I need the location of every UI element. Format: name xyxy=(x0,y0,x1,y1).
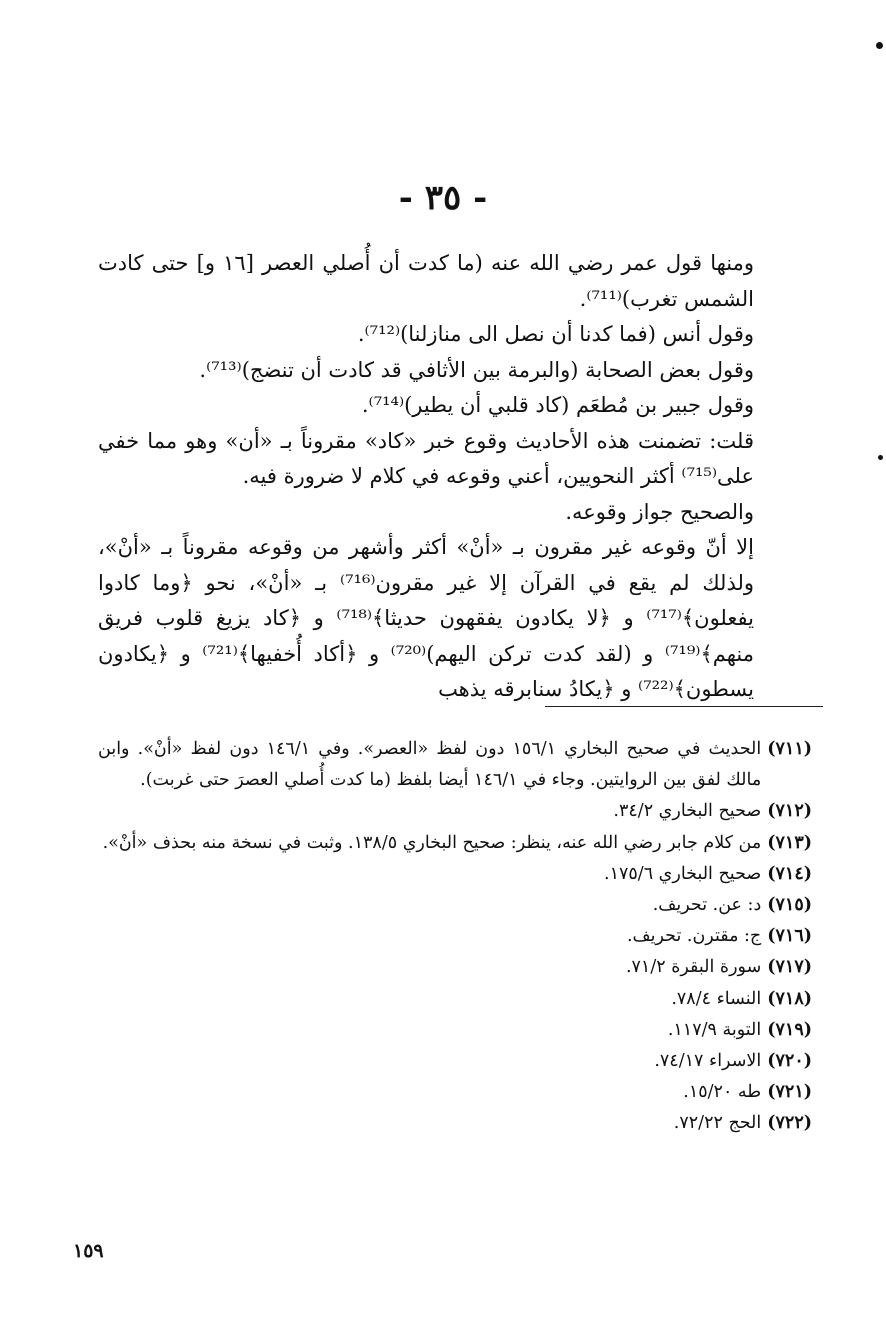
footnote-text: الحج ٧٢/٢٢. xyxy=(673,1113,762,1134)
footnote-text: من كلام جابر رضي الله عنه، ينظر: صحيح البخاري ١٣٨/٥. وثبت في نسخة منه بحذف «أنْ». xyxy=(102,832,762,853)
page-title: - ٣٥ - xyxy=(398,178,488,218)
footnote-number: (٧٢١) xyxy=(767,1082,812,1103)
footnote-text: التوبة ١١٧/٩. xyxy=(667,1019,762,1040)
scan-speck xyxy=(878,455,883,460)
main-text xyxy=(98,246,812,708)
footnote-number: (٧١٨) xyxy=(767,988,812,1009)
footnote xyxy=(98,859,812,890)
paragraph: ومنها قول عمر رضي الله عنه (ما كدت أن أُصلي العصر [١٦ و] حتى كادت الشمس تغرب)⁽⁷¹¹⁾. xyxy=(98,251,755,311)
paragraph: وقول أنس (فما كدنا أن نصل الى منازلنا)⁽⁷¹²⁾. xyxy=(357,322,754,346)
footnote-number: (٧٢٢) xyxy=(767,1113,812,1134)
paragraph: والصحيح جواز وقوعه. xyxy=(565,499,754,524)
footnotes xyxy=(98,734,812,1140)
footnote-text: صحيح البخاري ١٧٥/٦. xyxy=(604,863,762,884)
footnote-number: (٧١٢) xyxy=(767,801,812,822)
footnote xyxy=(98,984,812,1015)
footnote-number: (٧١٤) xyxy=(767,863,812,884)
page-number: ١٥٩ xyxy=(73,1240,104,1262)
footnote-text: صحيح البخاري ٣٤/٢. xyxy=(613,801,762,822)
footnote xyxy=(98,952,812,983)
footnote-text: الاسراء ٧٤/١٧. xyxy=(654,1051,762,1072)
footnote-number: (٧١١) xyxy=(767,739,812,759)
footnote-number: (٧١٧) xyxy=(767,957,812,978)
footnote xyxy=(98,1015,812,1046)
footnote-number: (٧١٦) xyxy=(767,926,812,947)
footnote-number: (٧١٩) xyxy=(767,1019,812,1040)
scan-speck xyxy=(876,42,883,49)
footnote xyxy=(98,1046,812,1077)
footnote-text: الحديث في صحيح البخاري ١٥٦/١ دون لفظ «العصر». وفي ١٤٦/١ دون لفظ «أنْ». وابن مالك لفق بين الروايتين. وجاء في ١٤٦/١ أيضا بلفظ (ما كدت أُصلي العصرَ حتى غربت). xyxy=(98,739,762,791)
paragraph: وقول جبير بن مُطعَم (كاد قلبي أن يطير)⁽⁷¹⁴⁾. xyxy=(361,393,754,417)
footnote xyxy=(98,890,812,921)
paragraph: وقول بعض الصحابة (والبرمة بين الأثافي قد كادت أن تنضج)⁽⁷¹³⁾. xyxy=(199,357,754,382)
footnote xyxy=(98,921,812,952)
footnote-number: (٧٢٠) xyxy=(767,1051,812,1072)
footnote-separator xyxy=(545,706,823,707)
footnote-number: (٧١٣) xyxy=(767,832,812,853)
footnote-text: ج: مقترن. تحريف. xyxy=(626,926,762,947)
footnote-text: د: عن. تحريف. xyxy=(652,895,762,916)
footnote xyxy=(98,1077,812,1108)
footnote-text: طه ١٥/٢٠. xyxy=(683,1082,762,1103)
footnote xyxy=(98,1108,812,1139)
footnote xyxy=(98,734,812,796)
footnote xyxy=(98,828,812,859)
paragraph: إلا أنّ وقوعه غير مقرون بـ «أنْ» أكثر وأشهر من وقوعه مقروناً بـ «أنْ»، ولذلك لم يقع في القرآن إلا غير مقرون⁽⁷¹⁶⁾ بـ «أنْ»، نحو ﴿وما كادوا يفعلون﴾⁽⁷¹⁷⁾ و ﴿لا يكادون يفقهون حديثا﴾⁽⁷¹⁸⁾ و ﴿كاد يزيغ قلوب فريق منهم﴾⁽⁷¹⁹⁾ و (لقد كدت تركن اليهم)⁽⁷²⁰⁾ و ﴿أكاد أُخفيها﴾⁽⁷²¹⁾ و ﴿يكادون يسطون﴾⁽⁷²²⁾ و ﴿يكادُ سنابرقه يذهب xyxy=(98,535,755,701)
footnote xyxy=(98,796,812,827)
footnote-text: سورة البقرة ٧١/٢. xyxy=(625,957,762,978)
footnote-number: (٧١٥) xyxy=(767,895,812,916)
footnote-text: النساء ٧٨/٤. xyxy=(671,988,762,1009)
paragraph: قلت: تضمنت هذه الأحاديث وقوع خبر «كاد» مقروناً بـ «أن» وهو مما خفي على⁽⁷¹⁵⁾ أكثر النحويين، أعني وقوعه في كلام لا ضرورة فيه. xyxy=(98,428,754,488)
